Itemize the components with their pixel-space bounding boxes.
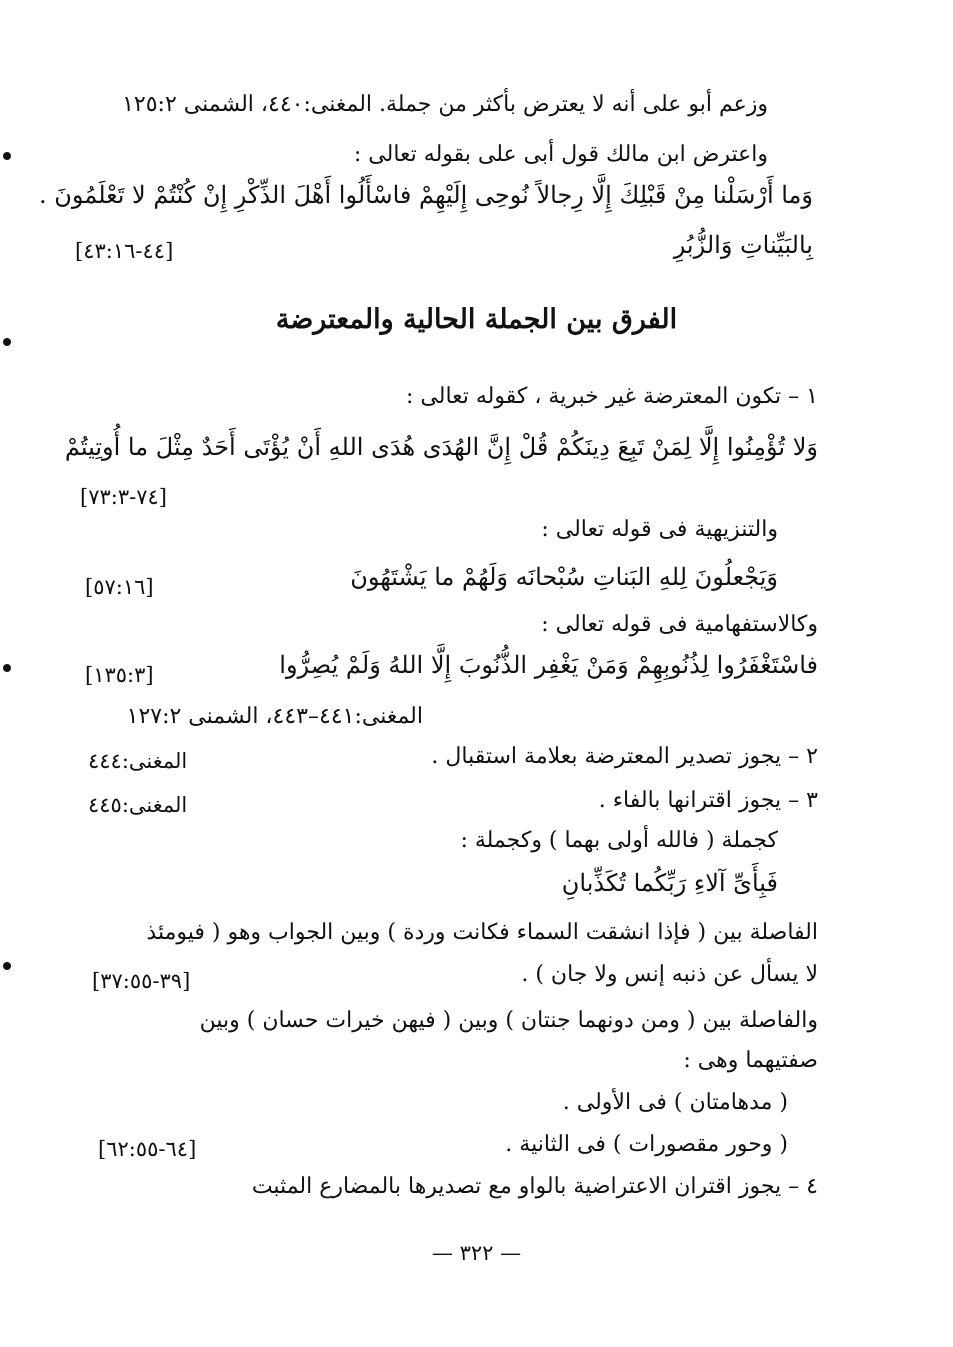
page-number: — ٣٢٢ — <box>431 1241 522 1265</box>
verse-reference: [٣٩-٣٧:٥٥] <box>92 969 191 993</box>
text-line: ٢ – يجوز تصدير المعترضة بعلامة استقبال . <box>431 744 818 769</box>
margin-mark <box>3 152 11 160</box>
text-line: الفاصلة بين ( فإذا انشقت السماء فكانت وردة ) وبين الجواب وهو ( فيومئذ <box>146 920 818 945</box>
verse-line: وَيَجْعلُونَ لِلهِ البَناتِ سُبْحانَه وَلَهُمْ ما يَشْتَهُونَ <box>350 563 778 591</box>
source-reference: المغنى:٤٤٤ <box>88 749 188 773</box>
text-line: واعترض ابن مالك قول أبى على بقوله تعالى : <box>353 142 768 167</box>
verse-reference: [٥٧:١٦] <box>85 575 154 599</box>
verse-line: بِالبَيِّناتِ وَالزُّبُرِ <box>673 231 813 259</box>
verse-line: فَبِأَىِّ آلاءِ رَبِّكُما تُكَذِّبانِ <box>561 869 778 897</box>
margin-mark <box>3 338 11 346</box>
verse-reference: [١٣٥:٣] <box>85 663 154 687</box>
text-line: لا يسأل عن ذنبه إنس ولا جان ) . <box>521 962 818 987</box>
verse-reference: [٦٤-٦٢:٥٥] <box>98 1137 197 1161</box>
verse-line: فاسْتَغْفَرُوا لِذُنُوبِهِمْ وَمَنْ يَغْفِر الذُّنُوبَ إِلَّا اللهُ وَلَمْ يُصِرُّوا <box>279 651 818 679</box>
text-line: المغنى:٤٤١–٤٤٣، الشمنى ١٢٧:٢ <box>126 704 423 729</box>
text-line: ١ – تكون المعترضة غير خبرية ، كقوله تعالى : <box>406 384 818 409</box>
text-line: وزعم أبو على أنه لا يعترض بأكثر من جملة. المغنى:٤٤٠، الشمنى ١٢٥:٢ <box>122 92 768 117</box>
text-line: والتنزيهية فى قوله تعالى : <box>541 517 778 542</box>
verse-line: وَما أَرْسَلْنا مِنْ قَبْلِكَ إِلَّا رِجالاً نُوحِى إِلَيْهِمْ فاسْأَلُوا أَهْلَ الذِّكْرِ إِنْ كُنْتُمْ لا تَعْلَمُونَ . <box>39 181 813 209</box>
text-line: ( مدهامتان ) فى الأولى . <box>562 1090 788 1115</box>
verse-reference: [٧٤-٧٣:٣] <box>80 485 167 509</box>
source-reference: المغنى:٤٤٥ <box>88 793 188 817</box>
text-line: وكالاستفهامية فى قوله تعالى : <box>541 612 818 637</box>
text-line: ( وحور مقصورات ) فى الثانية . <box>505 1132 788 1157</box>
text-line: ٤ – يجوز اقتران الاعتراضية بالواو مع تصديرها بالمضارع المثبت <box>251 1174 818 1199</box>
text-line: صفتيهما وهى : <box>683 1048 818 1073</box>
margin-mark <box>3 962 11 970</box>
verse-line: وَلا تُؤْمِنُوا إِلَّا لِمَنْ تَبِعَ دِينَكُمْ قُلْ إِنَّ الهُدَى هُدَى اللهِ أَنْ يُؤْتَى أَحَدٌ مِثْلَ ما أُوتِيتُمْ <box>64 433 818 461</box>
text-line: ٣ – يجوز اقترانها بالفاء . <box>598 788 818 813</box>
section-title: الفرق بين الجملة الحالية والمعترضة <box>275 304 678 335</box>
margin-mark <box>3 664 11 672</box>
text-line: كجملة ( فالله أولى بهما ) وكجملة : <box>460 828 778 853</box>
text-line: والفاصلة بين ( ومن دونهما جنتان ) وبين ( فيهن خيرات حسان ) وبين <box>199 1008 818 1033</box>
verse-reference: [٤٤-٤٣:١٦] <box>75 239 174 263</box>
